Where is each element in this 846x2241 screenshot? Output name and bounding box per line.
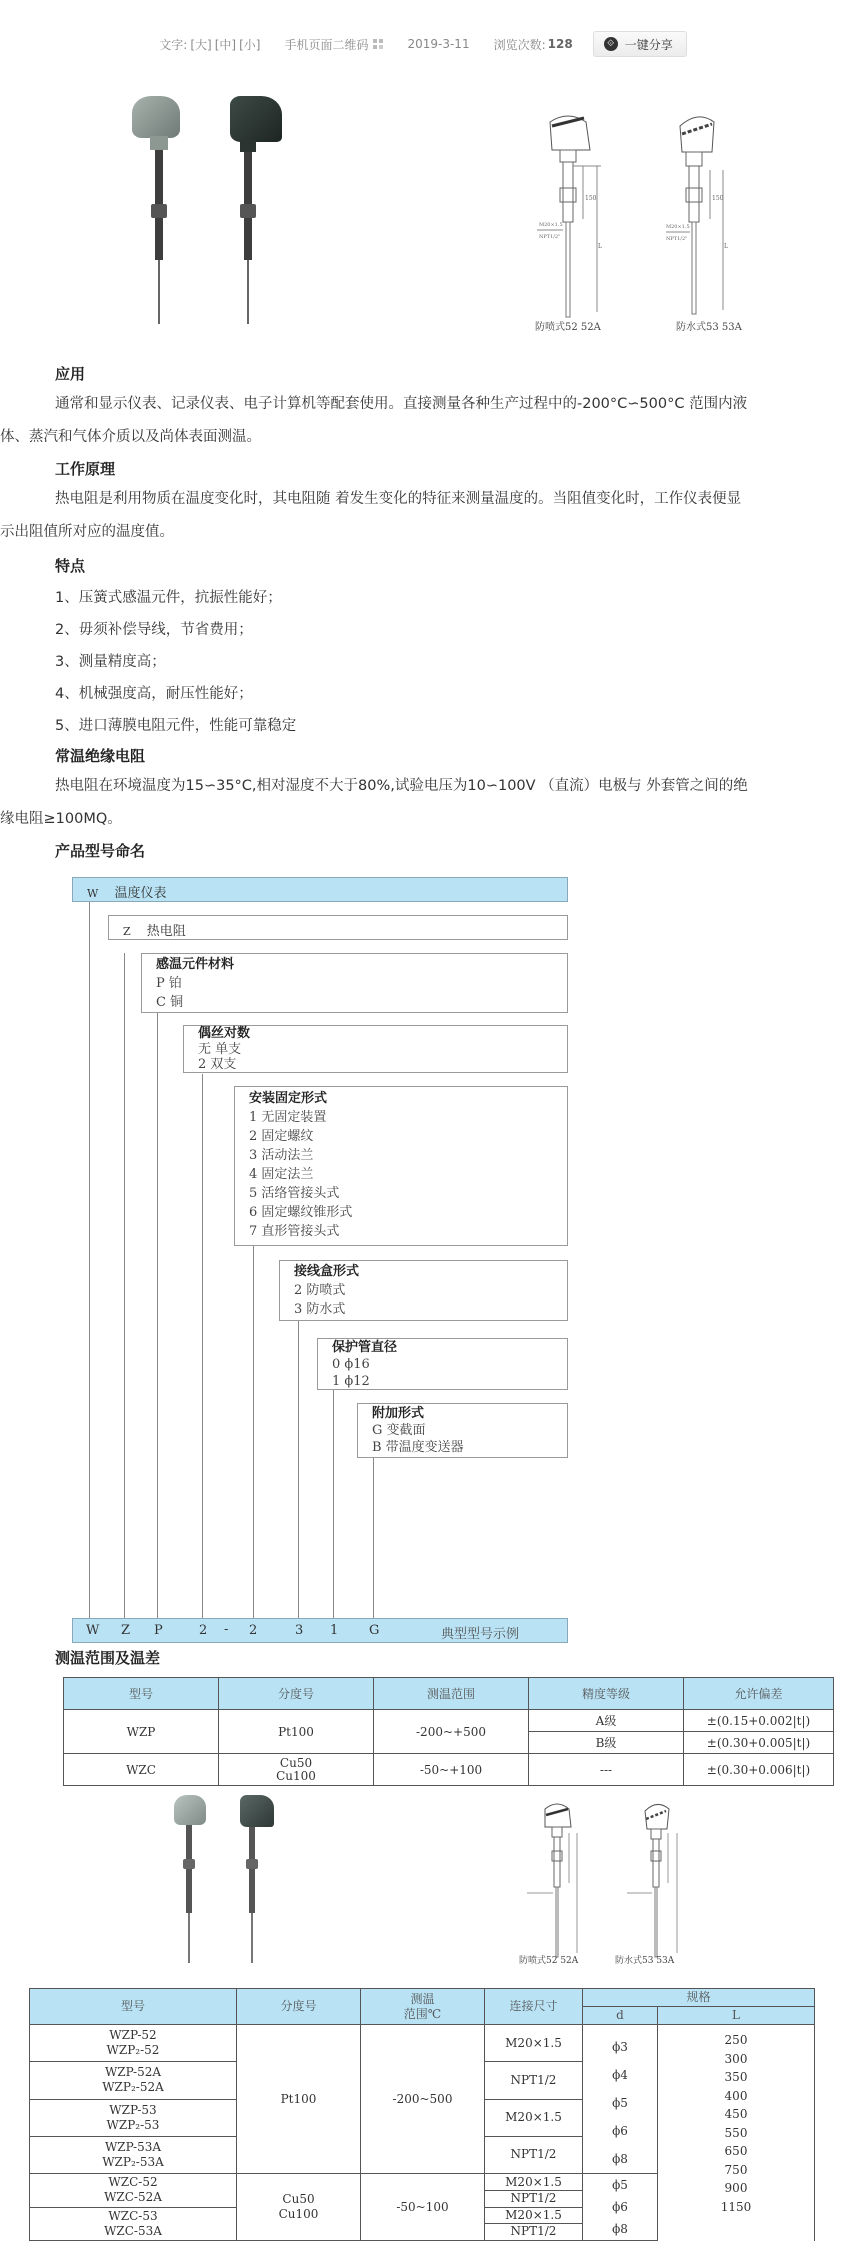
index-value: Cu50 xyxy=(279,1755,313,1770)
drawing-caption-spray-proof-small: 防喷式52 52A xyxy=(519,1956,579,1966)
temperature-range-table xyxy=(63,1677,834,1786)
technical-drawing-spray-proof xyxy=(535,100,645,333)
drawing-caption-spray-proof: 防喷式52 52A xyxy=(535,322,601,333)
specification-table xyxy=(29,1988,815,2241)
example-code: P xyxy=(154,1623,163,1638)
level-label: 热电阻 xyxy=(146,924,186,939)
table-header-row xyxy=(30,1989,815,2007)
level-code: W xyxy=(87,887,99,900)
technical-drawing-spray-proof-small xyxy=(515,1793,595,1973)
cell-grade: B级 xyxy=(529,1732,684,1754)
d-value: ϕ4 xyxy=(612,2068,628,2082)
model-name: WZC-53A xyxy=(104,2223,162,2238)
d-value: ϕ5 xyxy=(612,2178,628,2192)
naming-level-element-count xyxy=(183,1025,568,1073)
L-value: 650 xyxy=(724,2144,748,2158)
connector-line xyxy=(253,1245,254,1619)
table-row xyxy=(64,1710,834,1732)
svg-text:150: 150 xyxy=(712,195,724,202)
level-option: 无 单支 xyxy=(198,1042,242,1057)
table-row xyxy=(64,1754,834,1786)
model-name: WZP-52 xyxy=(109,2028,157,2043)
feature-item: 4、机械强度高，耐压性能好； xyxy=(55,686,253,702)
d-value: ϕ6 xyxy=(612,2200,628,2214)
product-photo-grey-probe-small xyxy=(174,1795,214,1965)
cell-deviation: ±(0.30+0.005|t|) xyxy=(684,1732,834,1754)
level-option: B 带温度变送器 xyxy=(372,1440,464,1455)
level-option: 0 ϕ16 xyxy=(332,1357,370,1372)
level-option: 7 直形管接头式 xyxy=(249,1224,340,1239)
level-option: P 铂 xyxy=(156,976,182,991)
naming-level-instrument xyxy=(72,877,568,902)
connector-line xyxy=(373,1457,374,1619)
level-option: 2 固定螺纹 xyxy=(249,1129,314,1144)
model-name: WZP-52A xyxy=(104,2065,162,2080)
svg-text:M20×1.5: M20×1.5 xyxy=(539,222,563,228)
cell-index xyxy=(237,2174,361,2241)
index-value: Cu100 xyxy=(278,2207,319,2221)
model-name: WZC-52A xyxy=(104,2190,162,2205)
typical-model-example xyxy=(72,1618,568,1643)
naming-level-resistance xyxy=(108,915,568,940)
technical-drawing-waterproof xyxy=(660,100,770,333)
cell-range: -50~+100 xyxy=(374,1754,529,1786)
connector-line xyxy=(298,1320,299,1619)
connector-line xyxy=(202,1074,203,1619)
cell-model xyxy=(30,2025,237,2062)
example-code: W xyxy=(86,1623,100,1638)
L-value: 250 xyxy=(724,2033,748,2047)
model-name: WZP-53 xyxy=(109,2102,157,2117)
svg-text:L: L xyxy=(724,243,728,250)
svg-text:L: L xyxy=(598,243,602,250)
article-meta-bar xyxy=(0,30,846,58)
section-title-naming: 产品型号命名 xyxy=(55,842,146,860)
share-button-label: 一键分享 xyxy=(624,37,673,52)
cell-model xyxy=(30,2174,237,2208)
level-title: 感温元件材料 xyxy=(156,957,235,972)
connection-value: M20×1.5 xyxy=(485,2175,582,2191)
feature-item: 3、测量精度高； xyxy=(55,654,166,670)
qr-label: 手机页面二维码 xyxy=(284,37,369,52)
L-value: 450 xyxy=(724,2107,748,2121)
cell-grade: A级 xyxy=(529,1710,684,1732)
section-title-features: 特点 xyxy=(55,557,86,575)
col-header: 允许偏差 xyxy=(684,1678,834,1710)
level-option: 2 双支 xyxy=(198,1057,237,1072)
naming-level-tube-diameter xyxy=(317,1338,568,1390)
view-count-label: 浏览次数: xyxy=(493,37,546,52)
naming-level-junction-box xyxy=(279,1260,568,1321)
level-code: Z xyxy=(123,925,131,938)
cell-grade: --- xyxy=(529,1754,684,1786)
col-header: 精度等级 xyxy=(529,1678,684,1710)
cell-range: -200~+500 xyxy=(374,1710,529,1754)
cell-model: WZC xyxy=(64,1754,219,1786)
model-name: WZP₂-53A xyxy=(102,2154,164,2169)
svg-text:M20×1.5: M20×1.5 xyxy=(666,224,690,230)
font-size-medium-link[interactable]: [中] xyxy=(214,37,237,52)
level-label: 温度仪表 xyxy=(114,886,167,901)
product-photo-dark-probe-small xyxy=(240,1795,280,1965)
index-value: Cu100 xyxy=(276,1768,316,1783)
font-size-small-link[interactable]: [小] xyxy=(239,37,261,52)
level-option: 5 活络管接头式 xyxy=(249,1186,340,1201)
col-header-connection: 连接尺寸 xyxy=(485,1989,583,2025)
mobile-qr-link[interactable] xyxy=(284,36,383,53)
section-title-range: 测温范围及温差 xyxy=(55,1649,161,1667)
cell-index: Pt100 xyxy=(237,2025,361,2174)
model-name: WZC-52 xyxy=(108,2175,158,2190)
d-value: ϕ5 xyxy=(612,2096,628,2110)
feature-item: 5、进口薄膜电阻元件，性能可靠稳定 xyxy=(55,718,297,734)
example-code: 2 xyxy=(249,1623,258,1638)
cell-deviation: ±(0.30+0.006|t|) xyxy=(684,1754,834,1786)
L-value: 400 xyxy=(724,2088,748,2103)
section-title-principle: 工作原理 xyxy=(55,460,116,478)
svg-text:150: 150 xyxy=(585,195,597,202)
font-size-switcher xyxy=(159,36,260,53)
principle-line-2: 示出阻值所对应的温度值。 xyxy=(0,524,174,540)
technical-drawing-waterproof-small xyxy=(615,1793,695,1973)
principle-line-1: 热电阻是利用物质在温度变化时，其电阻随 着发生变化的特征来测量温度的。当阻值变化时，工作仪表便显 xyxy=(55,491,742,507)
model-name: WZP₂-53 xyxy=(106,2117,160,2132)
publish-date: 2019-3-11 xyxy=(407,37,470,51)
product-photo-dark-probe xyxy=(230,96,300,326)
model-name: WZP₂-52A xyxy=(102,2080,164,2095)
font-size-large-link[interactable]: [大] xyxy=(190,37,212,52)
example-code: Z xyxy=(121,1623,131,1638)
table-row xyxy=(30,2025,815,2062)
principle-paragraph xyxy=(0,483,846,549)
connector-line xyxy=(124,953,125,1619)
level-option: 6 固定螺纹锥形式 xyxy=(249,1205,353,1220)
level-title: 附加形式 xyxy=(372,1406,425,1421)
cell-model xyxy=(30,2136,237,2173)
cell-range: -200~500 xyxy=(361,2025,485,2174)
level-title: 保护管直径 xyxy=(332,1340,398,1355)
application-paragraph xyxy=(0,388,846,454)
L-value: 900 xyxy=(724,2181,748,2195)
cell-L-values xyxy=(658,2025,815,2241)
view-count xyxy=(494,36,573,53)
qr-code-icon xyxy=(373,39,383,49)
naming-level-additional xyxy=(357,1403,568,1458)
col-header-spec: 规格 xyxy=(583,1989,815,2007)
drawing-spray-proof-svg xyxy=(535,100,645,330)
col-header: 分度号 xyxy=(219,1678,374,1710)
drawing-caption-waterproof: 防水式53 53A xyxy=(676,322,742,333)
model-name: WZP-53A xyxy=(104,2139,162,2154)
cell-model xyxy=(30,2062,237,2099)
model-name: WZC-53 xyxy=(108,2208,158,2223)
L-value: 300 xyxy=(724,2051,748,2066)
level-option: G 变截面 xyxy=(372,1423,426,1438)
index-value: Cu50 xyxy=(282,2192,315,2206)
cell-deviation: ±(0.15+0.002|t|) xyxy=(684,1710,834,1732)
share-icon: ⟐ xyxy=(604,37,618,51)
col-header-range xyxy=(361,1989,485,2025)
cell-connection: M20×1.5 xyxy=(485,2099,583,2136)
col-header-model: 型号 xyxy=(30,1989,237,2025)
d-value: ϕ8 xyxy=(612,2152,628,2166)
d-value: ϕ6 xyxy=(612,2124,628,2138)
level-option: 4 固定法兰 xyxy=(249,1167,314,1182)
connection-value: NPT1/2 xyxy=(510,2224,557,2239)
share-button[interactable] xyxy=(593,31,687,57)
connection-value: M20×1.5 xyxy=(485,2208,582,2224)
col-header: 型号 xyxy=(64,1678,219,1710)
L-value: 750 xyxy=(724,2162,748,2177)
connector-line xyxy=(157,1012,158,1619)
cell-d-values xyxy=(583,2025,658,2174)
cell-index: Pt100 xyxy=(219,1710,374,1754)
font-size-label: 文字: xyxy=(159,37,188,52)
level-option: 3 防水式 xyxy=(294,1302,346,1317)
range-header-line: 范围℃ xyxy=(403,2006,442,2021)
cell-model xyxy=(30,2207,237,2241)
level-option: 1 无固定装置 xyxy=(249,1110,327,1125)
cell-model: WZP xyxy=(64,1710,219,1754)
connection-value: NPT1/2 xyxy=(510,2190,557,2205)
cell-connection xyxy=(485,2207,583,2241)
insulation-line-2: 缘电阻≥100MQ。 xyxy=(0,811,122,827)
L-value: 550 xyxy=(724,2125,748,2140)
naming-level-element-material xyxy=(141,953,568,1013)
cell-model xyxy=(30,2099,237,2136)
connector-line xyxy=(333,1390,334,1619)
insulation-paragraph xyxy=(0,770,846,836)
cell-range: -50~100 xyxy=(361,2174,485,2241)
L-value: 1150 xyxy=(720,2199,752,2214)
feature-item: 2、毋须补偿导线，节省费用； xyxy=(55,622,253,638)
connector-line xyxy=(89,901,90,1619)
application-line-2: 体、蒸汽和气体介质以及尚体表面测温。 xyxy=(0,429,261,445)
section-title-application: 应用 xyxy=(55,365,86,383)
d-value: ϕ3 xyxy=(612,2040,628,2054)
level-option: 3 活动法兰 xyxy=(249,1148,314,1163)
example-code: G xyxy=(369,1623,380,1638)
cell-connection: NPT1/2 xyxy=(485,2136,583,2173)
example-code: - xyxy=(224,1622,229,1637)
col-header-d: d xyxy=(583,2007,658,2025)
col-header: 测温范围 xyxy=(374,1678,529,1710)
cell-connection: NPT1/2 xyxy=(485,2062,583,2099)
drawing-caption-waterproof-small: 防水式53 53A xyxy=(615,1956,675,1966)
level-option: C 铜 xyxy=(156,995,184,1010)
application-line-1: 通常和显示仪表、记录仪表、电子计算机等配套使用。直接测量各种生产过程中的-200°C∽500°C 范围内液 xyxy=(55,396,748,412)
model-name: WZP₂-52 xyxy=(106,2043,160,2058)
col-header-L: L xyxy=(658,2007,815,2025)
cell-connection xyxy=(485,2174,583,2208)
range-header-line: 测温 xyxy=(410,1991,435,2006)
naming-level-mounting xyxy=(234,1086,568,1246)
view-count-value: 128 xyxy=(547,37,573,51)
drawing-waterproof-small-svg xyxy=(615,1793,695,1973)
level-title: 接线盒形式 xyxy=(294,1264,360,1279)
svg-text:NPT1/2": NPT1/2" xyxy=(666,236,688,242)
svg-text:NPT1/2": NPT1/2" xyxy=(539,234,561,240)
insulation-line-1: 热电阻在环境温度为15∽35°C,相对湿度不大于80%,试验电压为10∽100V （直流）电极与 外套管之间的绝 xyxy=(55,778,748,794)
table-header-row xyxy=(64,1678,834,1710)
cell-connection: M20×1.5 xyxy=(485,2025,583,2062)
L-value: 350 xyxy=(724,2070,748,2084)
cell-d-values xyxy=(583,2174,658,2241)
cell-index xyxy=(219,1754,374,1786)
d-value: ϕ8 xyxy=(612,2222,628,2236)
level-title: 偶丝对数 xyxy=(198,1026,251,1041)
level-option: 1 ϕ12 xyxy=(332,1374,370,1389)
example-code: 2 xyxy=(199,1623,208,1638)
level-option: 2 防喷式 xyxy=(294,1283,346,1298)
product-photo-grey-probe xyxy=(132,96,192,326)
example-label: 典型型号示例 xyxy=(441,1627,520,1642)
level-title: 安装固定形式 xyxy=(249,1091,328,1106)
example-code: 1 xyxy=(330,1623,339,1638)
feature-item: 1、压簧式感温元件，抗振性能好； xyxy=(55,590,282,606)
col-header-index: 分度号 xyxy=(237,1989,361,2025)
drawing-spray-proof-small-svg xyxy=(515,1793,595,1973)
example-code: 3 xyxy=(295,1623,304,1638)
section-title-insulation: 常温绝缘电阻 xyxy=(55,747,146,765)
drawing-waterproof-svg xyxy=(660,100,770,330)
